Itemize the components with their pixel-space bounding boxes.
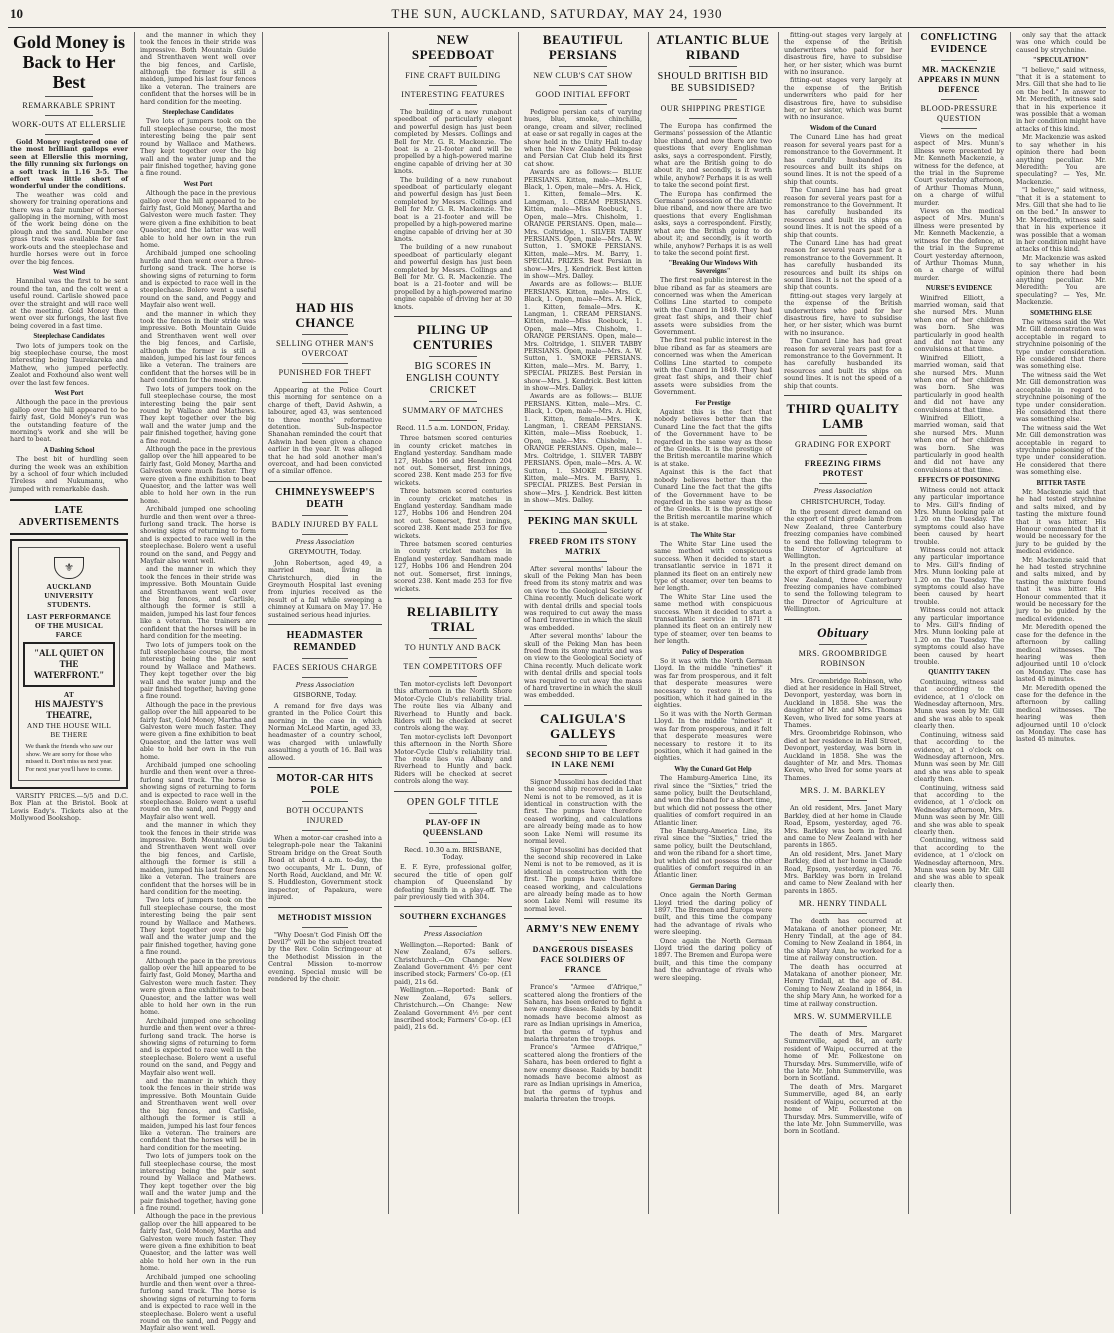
masthead [0, 0, 1114, 28]
article-paragraph: The weather was cold and showery for training operations and there was a fair number of horses galloping in the morning, with most of the work being done on the plough and the sand. Number one grass track was available for fast work-outs and the steeplechase and hurdle horses were out in force over the big fences. [10, 190, 128, 266]
article-paragraph: "I believe," said witness, "that it is a statement to Mrs. Gill that she had to lie on the bed." In answer to Mr. Meredith, witness said that in his experience it was possible that a woman in her condition might have attacks of this kind. [1016, 65, 1106, 133]
article-paragraph: Although the pace in the previous gallop over the hill appeared to be fairly fast, Gold Money, Martha and Galveston were much faster. They were given a fine exhibition to beat Quaestor, and the latter was well able to hold her own in the run home. [140, 189, 256, 249]
article-paragraph: fitting-out stages very largely at the expense of the British underwriters who paid for her disastrous fire, have to subsidise her, or her sister, which was burnt with no insurance. [784, 291, 902, 337]
article-paragraph: Although the pace in the previous gallop over the hill appeared to be fairly fast, Gold Money's run was the outstanding feature of the morning's work and she will be hard to beat. [10, 398, 128, 444]
subhead: Steeplechase Candidates [162, 109, 234, 117]
headline-caligulas-galleys: CALIGULA'S GALLEYS [540, 710, 626, 741]
ad-prices: VARSITY PRICES.—5/5 and D.C. Box Plan at the Bristol. Book at Lewis Eady's. Tickets also at the Mollywood Bookshop. [10, 791, 128, 823]
headline-open-golf-title: OPEN GOLF TITLE [406, 796, 500, 808]
article-paragraph: Witness could not attack any particular importance to Mrs. Gill's finding of Mrs. Munn looking pale at 1.20 on the Tuesday. The symptoms could also have been caused by heart trouble. [914, 485, 1004, 546]
article-paragraph: and the manner in which they took the fences in their stride was impressive. Both Mountain Guide and Strenthaven went well over the big fences, and Carlisle, although the former is still a maiden, jumped his last four fences like a veteran. The trainers are confident that the horses will be in hard condition for the meeting. [140, 565, 256, 641]
newspaper-title-line: THE SUN, AUCKLAND, SATURDAY, MAY 24, 1930 [391, 6, 723, 21]
deck: SUMMARY OF MATCHES [402, 405, 504, 415]
deck: FINE CRAFT BUILDING [405, 71, 501, 80]
article-paragraph: Although the pace in the previous gallop over the hill appeared to be fairly fast, Gold Money, Martha and Galveston were much faster. They were given a fine exhibition to beat Quaestor, and the latter was well able to hold her own in the run home. [140, 956, 256, 1017]
article-paragraph: Views on the medical aspect of Mrs. Munn's illness were presented by Mr. Kenneth Mackenzie, a witness for the defence, at the trial in the Supreme Court yesterday afternoon, of Arthur Thomas Munn, on a charge of wilful murder. [914, 132, 1004, 207]
article-paragraph: A remand for five days was granted in the Police Court this morning in the case in which Norman McLeod Martin, aged 33, headmaster of a country school, was charged with unlawfully assaulting a youth of 16. Bail was allowed. [268, 701, 382, 762]
article-paragraph: Winifred Elliott, a married woman, said that she nursed Mrs. Munn when one of her children was born. She was particularly in good health and did not have any convulsions at that time. [914, 293, 1004, 354]
headline-new-speedboat: NEW SPEEDBOAT [411, 32, 495, 62]
article-paragraph: Pedigree persian cats of varying hues, blue, smoke, chinchilla, orange, cream and silver, reclined at ease or sat regally in cages at the show held in the Unity Hall to-day when the New Zealand Pekingese and Persian Cat Club held its first cat show. [524, 108, 642, 168]
article-paragraph: Once again the North German Lloyd tried the daring policy of 1897. The Bremen and Europa were built, and this time the company had the advantage of rivals who were sleeping. [654, 891, 772, 937]
deck: SELLING OTHER MAN'S OVERCOAT [275, 339, 375, 358]
article-paragraph: The witness said the Wet Mr. Gill demonstration was acceptable in regard to strychnine poisoning of the type under consideration. He considered that there was something else. [1016, 318, 1106, 371]
subhead: SOMETHING ELSE [1030, 309, 1092, 317]
agency-credit: Press Association [295, 680, 355, 689]
article-paragraph: Mr. Mackenzie was asked to say whether in his opinion there had been anything peculiar. Mr. Meredith: You are speculating? — Yes, Mr. Mackenzie. [1016, 253, 1106, 307]
article-paragraph: France's "Armee d'Afrique," scattered along the frontiers of the Sahara, has been ordered to fight a new enemy disease. Raids by bandit nomads have become almost as rare as Indian uprisings in America, but the germs of typhus and malaria threaten the troops. [524, 983, 642, 1043]
article-paragraph: After several months' labour the skull of the Peking Man has been freed from its stony matrix and was on view to the Geological Society of China recently. Much delicate work with dental drills and special tools was required to cut away the mass of hard travertine in which the skull was embedded. [524, 632, 642, 700]
article-paragraph: "I believe," said witness, "that it is a statement to Mrs. Gill that she had to lie on the bed." In answer to Mr. Meredith, witness said that in his experience it was possible that a woman in her condition might have attacks of this kind. [1016, 186, 1106, 254]
article-paragraph: Two lots of jumpers took on the full steeplechase course, the most interesting being the pair sent round by Wallace and Mathews. They kept together over the big wall and the water jump and the pair finished together, having gone a fine round. [140, 384, 256, 445]
ad-text: AUCKLAND UNIVERSITY [44, 582, 94, 601]
ad-venue: HIS MAJESTY'S THEATRE, [34, 699, 104, 721]
article-paragraph: The Cunard Line has had great reason for several years past for a remonstrance to the Government. It has carefully husbanded its resources and built its ships on sound lines. It is not the speed of a ship that counts. [784, 186, 902, 239]
late-advertisements-banner [10, 499, 128, 535]
article-paragraph: An old resident, Mrs. Janet Mary Barkley, died at her home in Claude Road, Epsom, yesterday, aged 76. Mrs. Barkley was born in Ireland and came to New Zealand with her parents in 1865. [784, 804, 902, 850]
obituary-name: MRS. W. SUMMERVILLE [793, 1012, 893, 1022]
deck: SECOND SHIP TO BE LEFT IN LAKE NEMI [526, 749, 640, 769]
headline-third-quality-lamb: THIRD QUALITY LAMB [786, 401, 900, 432]
article-paragraph: Continuing, witness said that according to the evidence, at 1 o'clock on Wednesday afternoon, Mrs. Munn was seen by Mr. Gill and she was able to speak clearly then. [914, 836, 1004, 889]
article-paragraph: Appearing at the Police Court this morning for sentence on a charge of theft, David Ashwin, a labourer, aged 43, was sentenced to three months' reformative detention. Sub-Inspector Shanahan reminded the court that Ashwin had been given a chance earlier in the year. It was alleged that he had sold another man's overcoat, and had been convicted of a similar offence. [268, 386, 382, 476]
ad-text: LAST PERFORMANCE [26, 612, 112, 622]
article-paragraph: and the manner in which they took the fences in their stride was impressive. Both Mountain Guide and Strenthaven went well over the big fences, and Carlisle, although the former is still a maiden, jumped his last four fences like a veteran. The trainers are confident that the horses will be in hard condition for the meeting. [140, 31, 256, 106]
article-paragraph: The death of Mrs. Margaret Summerville, aged 84, an early resident of Waipu, occurred at the home of Mr. Folkestone on Thursday. Mrs. Summerville, wife of the late Mr. John Summerville, was born in Scotland. [784, 1030, 902, 1083]
headline-piling-up-centuries: PILING UP CENTURIES [412, 321, 494, 352]
headline-headmaster-remanded: HEADMASTER REMANDED [286, 629, 364, 653]
headline-gold-money: Gold Money is Back to Her Best [12, 32, 125, 92]
article-paragraph: Ten motor-cyclists left Devonport this afternoon in the North Shore Motor-Cycle Club's reliability trial. The route lies via Albany and Riverhead to Huntly and back. Riders will be checked at secret controls along the way. [394, 679, 512, 733]
deck: PUNISHED FOR THEFT [278, 368, 372, 377]
obituary-name: MR. HENRY TINDALL [798, 899, 888, 909]
dateline: GREYMOUTH, Today. [288, 548, 362, 557]
awards-list: Awards are as follows:— BLUE PERSIANS. Kitten, male—Mrs. C. Black, 1. Open, male—Mrs. A. Hick, 1. Kitten, female—Mrs. K. Langman, 1. CREAM PERSIANS. Kitten, male—Miss Roebuck, 1. Open, male—Mrs. Chisholm, 1. ORANGE PERSIANS. Open, male—Mrs. Coltridge, 1. SILVER TABBY PERSIANS. Open, male—Mrs. A. W. Sutton, 1. SMOKE PERSIANS. Kitten, male—Mrs. M. Barry, 1. SPECIAL PRIZES. Best Persian in show—Mrs. J. Kendrick. Best kitten in show—Mrs. Dalley. [524, 392, 642, 505]
subhead: German Daring [689, 882, 737, 890]
article-paragraph: The White Star Line used the same method with conspicuous success. When it decided to start a transatlantic service in 1871 it planned its fleet on an entirely new type of steamer, over ten beams to her length. [654, 539, 772, 593]
subhead: NURSE'S EVIDENCE [925, 285, 993, 293]
deck: OUR SHIPPING PRESTIGE [660, 104, 766, 113]
article-paragraph: Wellington.—Reported: Bank of New Zealand, 67s sellers. Christchurch.—On Change: New Zealand Government 4½ per cent inscribed stock; Farmers' Co-op. (£1 paid), 21s 6d. [394, 986, 512, 1032]
article-paragraph: Winifred Elliott, a married woman, said that she nursed Mrs. Munn when one of her children was born. She was particularly in good health and did not have any convulsions at that time. [914, 353, 1004, 414]
article-paragraph: Ten motor-cyclists left Devonport this afternoon in the North Shore Motor-Cycle Club's reliability trial. The route lies via Albany and Riverhead to Huntly and back. Riders will be checked at secret controls along the way. [394, 732, 512, 786]
subhead: West Port [54, 390, 84, 397]
subhead: EFFECTS OF POISONING [917, 477, 1001, 485]
article-paragraph: Although the pace in the previous gallop over the hill appeared to be fairly fast, Gold Money, Martha and Galveston were much faster. They were given a fine exhibition to beat Quaestor, and the latter was well able to hold her own in the run home. [140, 444, 256, 505]
headline-conflicting-evidence: CONFLICTING EVIDENCE [920, 32, 998, 55]
subhead: For Prestige [695, 399, 731, 407]
obituary-title: Obituary [817, 624, 869, 640]
article-paragraph: The Cunard Line has had great reason for several years past for a remonstrance to the Government. It has carefully husbanded its resources and built its ships on sound lines. It is not the speed of a ship that counts. [784, 337, 902, 390]
article-paragraph: Although the pace in the previous gallop over the hill appeared to be fairly fast, Gold Money, Martha and Galveston were much faster. They were given a fine exhibition to beat Quaestor, and the latter was well able to hold her own in the run home. [140, 1212, 256, 1273]
article-paragraph: The first real public interest in the blue riband as far as steamers are concerned was when the American Collins Line started to compete with the Cunard in 1849. They had great fast ships, and their chief assets were subsidies from the Government. [654, 336, 772, 397]
article-paragraph: fitting-out stages very largely at the expense of the British underwriters who paid for her disastrous fire, have to subsidise her, or her sister, which was burnt with no insurance. [784, 31, 902, 77]
article-paragraph: Archibald jumped one schooling hurdle and then went over a three-furlong sand track. The horse is showing signs of returning to form and is expected to race well in the steeplechase. Bolero went a useful round on the sand, and Peggy and Mayfair also went well. [140, 1272, 256, 1333]
article-paragraph: Signor Mussolini has decided that the second ship recovered in Lake Nemi is not to be removed, as it is identical in construction with the first. The pumps have therefore ceased working, and calculations are already being made as to how soon Lake Nemi will resume its normal level. [524, 845, 642, 913]
article-paragraph: The death has occurred at Matakana of another pioneer, Mr. Henry Tindall, at the age of 84. Coming to New Zealand in 1864, in the ship Mary Ann, he worked for a time at railway construction. [784, 962, 902, 1008]
article-paragraph: The witness said the Wet Mr. Gill demonstration was acceptable in regard to strychnine poisoning of the type under consideration. He considered that there was something else. [1016, 370, 1106, 424]
subhead: A Dashing School [43, 446, 95, 454]
article-paragraph: "Why Doesn't God Finish Off the Devil?" will be the subject treated by the Rev. Colin Scrimgeour at the Methodist Mission in the Central Mission to-morrow evening. Special music will be rendered by the choir. [268, 930, 382, 984]
article-paragraph: France's "Armee d'Afrique," scattered along the frontiers of the Sahara, has been ordered to fight a new enemy disease. Raids by bandit nomads have become almost as rare as Indian uprisings in America, but the germs of typhus and malaria threaten the troops. [524, 1043, 642, 1104]
article-paragraph: An old resident, Mrs. Janet Mary Barkley, died at her home in Claude Road, Epsom, yesterday, aged 76. Mrs. Barkley was born in Ireland and came to New Zealand with her parents in 1865. [784, 849, 902, 895]
deck: FACES SERIOUS CHARGE [272, 662, 378, 672]
article-paragraph: The building of a new runabout speedboat of particularly elegant and powerful design has just been completed by Messrs. Collings and Bell for Mr. G. R. Mackenzie. The boat is a 21-footer and will be propelled by a high-powered marine engine capable of driving her at 30 knots. [394, 108, 512, 176]
article-paragraph: Continuing, witness said that according to the evidence, at 1 o'clock on Wednesday afternoon, Mrs. Munn was seen by Mr. Gill and she was able to speak clearly then. [914, 783, 1004, 836]
article-paragraph: Mr. Meredith opened the case for the defence in the afternoon by calling medical witnesses. The hearing was then adjourned until 10 o'clock on Monday. The case has lasted 45 minutes. [1016, 623, 1106, 684]
article-paragraph: Against this is the fact that nobody believes better than the Cunard Line the fact that the gifts of the Government have to be regarded in the same way as those of the Greeks. It is the prestige of the British mercantile marine which is at stake. [654, 468, 772, 529]
article-paragraph: The building of a new runabout speedboat of particularly elegant and powerful design has just been completed by Messrs. Collings and Bell for Mr. G. R. Mackenzie. The boat is a 21-footer and will be propelled by a high-powered marine engine capable of driving her at 30 knots. [394, 243, 512, 311]
article-paragraph: In the present direct demand on the export of third grade lamb from New Zealand, three Canterbury freezing companies have combined to send the following telegram to the Director of Agriculture at Wellington. [784, 560, 902, 614]
headline-beautiful-persians: BEAUTIFUL PERSIANS [542, 32, 624, 62]
obituary-name: MRS. GROOMBRIDGE ROBINSON [798, 648, 888, 668]
deck: BIG SCORES IN ENGLISH COUNTY CRICKET [406, 360, 500, 396]
dateline: Recd. 11.5 a.m. LONDON, Friday. [396, 423, 510, 432]
article-paragraph: The Europa has confirmed the Germans' possession of the Atlantic blue riband, and now there are two questions that every Englishman asks, says a correspondent. Firstly, what are the British going to do about it; and secondly, is it worth while, anyhow? Perhaps it is as well to take the second point first. [654, 122, 772, 190]
headline-motor-car-hits-pole: MOTOR-CAR HITS POLE [276, 773, 374, 796]
article-paragraph: Winifred Elliott, a married woman, said that she nursed Mrs. Munn when one of her children was born. She was particularly in good health and did not have any convulsions at that time. [914, 414, 1004, 474]
article-paragraph: The Hamburg-America Line, its rival since the "Sixties," tried the same policy, built the Deutschland, and won the riband for a short time, but which did not possess the other qualities of comfort required in an Atlantic liner. [654, 774, 772, 827]
article-paragraph: Three batsmen scored centuries in county cricket matches in England yesterday. Sandham made 127, Hobbs 106 and Hendren 204 not out. Somerset, first innings, scored 238. Kent made 253 for five wickets. [394, 434, 512, 487]
dateline: CHRISTCHURCH, Today. [800, 497, 886, 506]
article-paragraph: Three batsmen scored centuries in county cricket matches in England yesterday. Sandham made 127, Hobbs 106 and Hendren 204 not out. Somerset, first innings, scored 238. Kent made 253 for five wickets. [394, 540, 512, 593]
university-farce-advertisement [10, 539, 128, 789]
column-9 [1012, 32, 1110, 1214]
article-paragraph: Continuing, witness said that according to the evidence, at 1 o'clock on Wednesday afternoon, Mrs. Munn was seen by Mr. Gill and she was able to speak clearly then. [914, 730, 1004, 784]
article-paragraph: The Europa has confirmed the Germans' possession of the Atlantic blue riband, and now there are two questions that every Englishman asks, says a correspondent. Firstly, what are the British going to do about it; and secondly, is it worth while, anyhow? Perhaps it is as well to take the second point first. [654, 189, 772, 257]
headline-methodist-mission: METHODIST MISSION [277, 912, 373, 922]
deck: TEN COMPETITORS OFF [403, 661, 503, 671]
show-title-box [23, 642, 115, 687]
deck: FREEZING FIRMS PROTEST [804, 459, 882, 479]
column-2 [136, 31, 260, 1333]
article-paragraph: Wellington.—Reported: Bank of New Zealand, 67s sellers. Christchurch.—On Change: New Zealand Government 4½ per cent inscribed stock; Farmers' Co-op. (£1 paid), 21s 6d. [394, 940, 512, 986]
article-paragraph: The death has occurred at Matakana of another pioneer, Mr. Henry Tindall, at the age of 84. Coming to New Zealand in 1864, in the ship Mary Ann, he worked for a time at railway construction. [784, 917, 902, 963]
article-paragraph: Mrs. Groombridge Robinson, who died at her residence in Hall Street, Devonport, yesterday, was born in Auckland in 1858. She was the daughter of Mr. and Mrs. Thomas Keven, who lived for some years at Thames. [784, 676, 902, 730]
article-paragraph: The witness said the Wet Mr. Gill demonstration was acceptable in regard to strychnine poisoning of the type under consideration. He considered that there was something else. [1016, 423, 1106, 477]
article-paragraph: Two lots of jumpers took on the full steeplechase course, the most interesting being the pair sent round by Wallace and Mathews. They kept together over the big wall and the water jump and the pair finished together, having gone a fine round. [140, 640, 256, 701]
article-paragraph: When a motor-car crashed into a telegraph-pole near the Takanini Stream bridge on the Great South Road at about 4 a.m. to-day, the two occupants, Mr L. Dunn, of North Road, Auckland, and Mr. W. S. Huddleston, Government stock inspector, of Papakura, were injured. [268, 834, 382, 902]
article-paragraph: Mrs. Groombridge Robinson, who died at her residence in Hall Street, Devonport, yesterday, was born in Auckland in 1858. She was the daughter of Mr. and Mrs. Thomas Keven, who lived for some years at Thames. [784, 729, 902, 782]
article-paragraph: Mr. Mackenzie said that he had tested strychnine and salts mixed, and by tasting the mixture found that it was bitter. His Honour commented that it would be necessary for the jury to be guided by the medical evidence. [1016, 487, 1106, 556]
article-paragraph: Hannibal was the first to be sent round the tan, and the colt went a useful round. Carlisle showed pace over the straight and will race well at the meeting. Gold Money then went over six furlongs, the last five being covered in a fast time. [10, 277, 128, 330]
article-paragraph: The Cunard Line has had great reason for several years past for a remonstrance to the Government. It has carefully husbanded its resources and built its ships on sound lines. It is not the speed of a ship that counts. [784, 133, 902, 186]
column-8 [910, 32, 1008, 1214]
article-paragraph: Views on the medical aspect of Mrs. Munn's illness were presented by Mr. Kenneth Mackenzie, a witness for the defence, at the trial in the Supreme Court yesterday afternoon, of Arthur Thomas Munn, on a charge of wilful murder. [914, 207, 1004, 282]
article-paragraph: In the present direct demand on the export of third grade lamb from New Zealand, three Canterbury freezing companies have combined to send the following telegram to the Director of Agriculture at Wellington. [784, 507, 902, 561]
article-paragraph: So it was with the North German Lloyd. In the middle "nineties" it was far from prosperous, and it felt that desperate measures were necessary to restore it to its position, which it had gained in the eighties. [654, 657, 772, 710]
agency-credit: Press Association [295, 537, 355, 546]
article-paragraph: Mr. Mackenzie was asked to say whether in his opinion there had been anything peculiar. Mr. Meredith: You are speculating? — Yes, Mr. Mackenzie. [1016, 133, 1106, 186]
article-paragraph: Archibald jumped one schooling hurdle and then went over a three-furlong sand track. The horse is showing signs of returning to form and is expected to race well in the steeplechase. Bolero went a useful round on the sand, and Peggy and Mayfair also went well. [140, 1016, 256, 1077]
dateline: Recd. 10.30 a.m. BRISBANE, Today. [404, 845, 502, 861]
dateline: GISBORNE, Today. [293, 691, 357, 700]
article-paragraph: Once again the North German Lloyd tried the daring policy of 1897. The Bremen and Europa were built, and this time the company had the advantage of rivals who were sleeping. [654, 936, 772, 982]
headline-atlantic-blue-riband: ATLANTIC BLUE RIBAND [656, 32, 770, 62]
ad-text: We thank the friends who saw our show. We are sorry for those who missed it. Don't miss us next year. For next year you'll have to come. [25, 743, 113, 773]
obituary-name: MRS. J. M. BARKLEY [800, 786, 886, 796]
deck: TO HUNTLY AND BACK [404, 642, 502, 652]
deck-remarkable-sprint: REMARKABLE SPRINT [22, 101, 116, 110]
subhead: BITTER TASTE [1036, 479, 1086, 487]
article-paragraph: and the manner in which they took the fences in their stride was impressive. Both Mountain Guide and Strenthaven went well over the big fences, and Carlisle, although the former is still a maiden, jumped his last four fences like a veteran. The trainers are confident that the horses will be in hard condition for the meeting. [140, 1077, 256, 1152]
article-paragraph: and the manner in which they took the fences in their stride was impressive. Both Mountain Guide and Strenthaven went well over the big fences, and Carlisle, although the former is still a maiden, jumped his last four fences like a veteran. The trainers are confident that the horses will be in hard condition for the meeting. [140, 821, 256, 896]
column-6 [650, 32, 776, 1214]
deck: GRADING FOR EXPORT [794, 440, 892, 450]
article-paragraph: The death of Mrs. Margaret Summerville, aged 84, an early resident of Waipu, occurred at the home of Mr. Folkestone on Thursday. Mrs. Summerville, wife of the late Mr. John Summerville, was born in Scotland. [784, 1082, 902, 1136]
article-paragraph: The building of a new runabout speedboat of particularly elegant and powerful design has just been completed by Messrs. Collings and Bell for Mr. G. R. Mackenzie. The boat is a 21-footer and will be propelled by a high-powered marine engine capable of driving her at 30 knots. [394, 175, 512, 243]
subhead: Wisdom of the Cunard [809, 124, 877, 132]
article-paragraph: fitting-out stages very largely at the expense of the British underwriters who paid for her disastrous fire, have to subsidise her, or her sister, which was burnt with no insurance. [784, 76, 902, 122]
deck: BADLY INJURED BY FALL [271, 519, 379, 529]
headline-had-his-chance: HAD HIS CHANCE [295, 300, 355, 330]
show-title: "ALL QUIET ON THE WATERFRONT." [33, 648, 105, 681]
headline-reliability-trial: RELIABILITY TRIAL [406, 603, 500, 634]
article-paragraph: Three batsmen scored centuries in county cricket matches in England yesterday. Sandham made 127, Hobbs 106 and Hendren 204 not out. Somerset, first innings, scored 238. Kent made 253 for five wickets. [394, 487, 512, 540]
article-paragraph: Archibald jumped one schooling hurdle and then went over a three-furlong sand track. The horse is showing signs of returning to form and is expected to race well in the steeplechase. Bolero went a useful round on the sand, and Peggy and Mayfair also went well. [140, 761, 256, 821]
article-paragraph: The best bit of hurdling seen during the week was an exhibition by a school of four which included Tireless and Nukumanu, who jumped with remarkable dash. [10, 455, 128, 493]
deck: DANGEROUS DISEASES FACE SOLDIERS OF FRANCE [532, 945, 634, 975]
article-lead: Gold Money registered one of the most brilliant gallops ever seen at Ellerslie this morning, the filly running six furlongs on a soft track in 1.16 3-5. The effort was little short of wonderful under the conditions. [10, 138, 128, 191]
university-crest-icon: ⚜ [54, 557, 84, 579]
article-paragraph: The Hamburg-America Line, its rival since the "Sixties," tried the same policy, built the Deutschland, and won the riband for a short time, but which did not possess the other qualities of comfort required in an Atlantic liner. [654, 826, 772, 880]
article-paragraph: Two lots of jumpers took on the big steeplechase course, the most interesting being Taurekareka and Mathew, who jumped perfectly. Zealot and Foxhound also went well over the last few fences. [10, 341, 128, 387]
masthead-rule [8, 27, 1106, 28]
subhead: West Wind [52, 268, 86, 276]
deck: BOTH OCCUPANTS INJURED [286, 806, 364, 825]
article-paragraph: The first real public interest in the blue riband as far as steamers are concerned was when the American Collins Line started to compete with the Cunard in 1849. They had great fast ships, and their chief assets were subsidies from the Government. [654, 276, 772, 336]
page-number: 10 [10, 6, 23, 21]
article-paragraph: Continuing, witness said that according to the evidence, at 1 o'clock on Wednesday afternoon, Mrs. Munn was seen by Mr. Gill and she was able to speak clearly then. [914, 677, 1004, 731]
column-1 [6, 32, 132, 1214]
column-3 [264, 300, 386, 1214]
article-paragraph: The Cunard Line has had great reason for several years past for a remonstrance to the Government. It has carefully husbanded its resources and built its ships on sound lines. It is not the speed of a ship that counts. [784, 238, 902, 292]
deck: GOOD INITIAL EFFORT [535, 90, 631, 99]
article-paragraph: So it was with the North German Lloyd. In the middle "nineties" it was far from prosperous, and it felt that desperate measures were necessary to restore it to its position, which it had gained in the eighties. [654, 709, 772, 763]
deck: BLOOD-PRESSURE QUESTION [920, 104, 998, 123]
ad-text: STUDENTS. [47, 600, 91, 610]
ad-text: AND THE HOUSE WILL BE THERE [26, 721, 112, 740]
article-paragraph: Two lots of jumpers took on the full steeplechase course, the most interesting being the pair sent round by Wallace and Mathews. They kept together over the big wall and the water jump and the pair finished together, having gone a fine round. [140, 117, 256, 178]
article-paragraph: The White Star Line used the same method with conspicuous success. When it decided to start a transatlantic service in 1871 it planned its fleet on an entirely new type of steamer, over ten beams to her length. [654, 592, 772, 646]
headline-chimneysweeps-death: CHIMNEYSWEEP'S DEATH [275, 486, 375, 510]
article-paragraph: Two lots of jumpers took on the full steeplechase course, the most interesting being the pair sent round by Wallace and Mathews. They kept together over the big wall and the water jump and the pair finished together, having gone a fine round. [140, 896, 256, 957]
subhead: West Port [183, 180, 213, 188]
deck: MR. MACKENZIE APPEARS IN MUNN DEFENCE [917, 65, 1001, 94]
deck: SHOULD BRITISH BID BE SUBSIDISED? [657, 71, 769, 94]
article-paragraph: Against this is the fact that nobody believes better than the Cunard Line the fact that the gifts of the Government have to be regarded in the same way as those of the Greeks. It is the prestige of the British mercantile marine which is at stake. [654, 408, 772, 468]
article-paragraph: Archibald jumped one schooling hurdle and then went over a three-furlong sand track. The horse is showing signs of returning to form and is expected to race well in the steeplechase. Bolero went a useful round on the sand, and Peggy and Mayfair also went well. [140, 249, 256, 310]
article-paragraph: Mr. Meredith opened the case for the defence in the afternoon by calling medical witnesses. The hearing was then adjourned until 10 o'clock on Monday. The case has lasted 45 minutes. [1016, 683, 1106, 744]
article-paragraph: and the manner in which they took the fences in their stride was impressive. Both Mountain Guide and Strenthaven went well over the big fences, and Carlisle, although the former is still a maiden, jumped his last four fences like a veteran. The trainers are confident that the horses will be in hard condition for the meeting. [140, 309, 256, 385]
article-paragraph: Although the pace in the previous gallop over the hill appeared to be fairly fast, Gold Money, Martha and Galveston were much faster. They were given a fine exhibition to beat Quaestor, and the latter was well able to hold her own in the run home. [140, 700, 256, 761]
headline-armys-new-enemy: ARMY'S NEW ENEMY [526, 924, 640, 936]
subhead: Policy of Desperation [682, 648, 744, 656]
subhead: QUANTITY TAKEN [928, 669, 990, 677]
deck: NEW CLUB'S CAT SHOW [533, 71, 633, 80]
article-paragraph: After several months' labour the skull of the Peking Man has been freed from its stony matrix and was on view to the Geological Society of China recently. Much delicate work with dental drills and special tools was required to cut away the mass of hard travertine in which the skull was embedded. [524, 564, 642, 632]
deck: PLAY-OFF IN QUEENSLAND [422, 817, 484, 837]
article-paragraph: Witness could not attack any particular importance to Mrs. Gill's finding of Mrs. Munn looking pale at 1.20 on the Tuesday. The symptoms could also have been caused by heart trouble. [914, 606, 1004, 667]
article-paragraph: Archibald jumped one schooling hurdle and then went over a three-furlong sand track. The horse is showing signs of returning to form and is expected to race well in the steeplechase. Bolero went a useful round on the sand, and Peggy and Mayfair also went well. [140, 505, 256, 566]
subhead: "Breaking Our Windows With Sovereigns" [668, 260, 758, 275]
ad-text: OF THE MUSICAL FARCE [34, 621, 104, 640]
article-paragraph: Mr. Mackenzie said that he had tested strychnine and salts mixed, and by tasting the mixture found that it was bitter. His Honour commented that it would be necessary for the jury to be guided by the medical evidence. [1016, 555, 1106, 623]
subhead: "SPECULATION" [1032, 57, 1090, 65]
article-paragraph: Witness could not attack any particular importance to Mrs. Gill's finding of Mrs. Munn looking pale at 1.20 on the Tuesday. The symptoms could also have been caused by heart trouble. [914, 545, 1004, 606]
headline-southern-exchanges: SOUTHERN EXCHANGES [399, 912, 507, 922]
subhead: The White Star [690, 531, 736, 539]
article-paragraph: Two lots of jumpers took on the full steeplechase course, the most interesting being the pair sent round by Wallace and Mathews. They kept together over the big wall and the water jump and the pair finished together, having gone a fine round. [140, 1152, 256, 1212]
ad-text: AT [63, 690, 75, 700]
column-5 [520, 32, 646, 1214]
deck: INTERESTING FEATURES [401, 90, 505, 99]
article-paragraph: Signor Mussolini has decided that the second ship recovered in Lake Nemi is not to be removed, as it is identical in construction with the first. The pumps have therefore ceased working, and calculations are already being made as to how soon Lake Nemi will resume its normal level. [524, 777, 642, 846]
agency-credit: Press Association [813, 487, 873, 496]
subhead: Why the Cunard Got Help [674, 765, 752, 773]
agency-credit: Press Association [423, 930, 483, 939]
subhead: Steeplechase Candidates [33, 333, 105, 341]
article-paragraph: E. F. Eyre, professional golfer, secured the title of open golf champion of Queensland by defeating Smith in a play-off. The pair previously tied with 304. [394, 863, 512, 902]
awards-list: Awards are as follows:— BLUE PERSIANS. Kitten, male—Mrs. C. Black, 1. Open, male—Mrs. A. Hick, 1. Kitten, female—Mrs. K. Langman, 1. CREAM PERSIANS. Kitten, male—Miss Roebuck, 1. Open, male—Mrs. Chisholm, 1. ORANGE PERSIANS. Open, male—Mrs. Coltridge, 1. SILVER TABBY PERSIANS. Open, male—Mrs. A. W. Sutton, 1. SMOKE PERSIANS. Kitten, male—Mrs. M. Barry, 1. SPECIAL PRIZES. Best Persian in show—Mrs. J. Kendrick. Best kitten in show—Mrs. Dalley. [524, 168, 642, 280]
column-4 [390, 32, 516, 1214]
column-7 [780, 32, 906, 1214]
article-paragraph: John Robertson, aged 49, a married man, living in Christchurch, died in the Greymouth Hospital last evening from injuries received as the result of a fall while sweeping a chimney at Kumara on May 17. He sustained serious head injuries. [268, 558, 382, 619]
headline-peking-man-skull: PEKING MAN SKULL [527, 515, 639, 527]
deck: FREED FROM ITS STONY MATRIX [529, 536, 637, 556]
late-advertisements-title: LATE ADVERTISEMENTS [18, 505, 120, 529]
awards-list: Awards are as follows:— BLUE PERSIANS. Kitten, male—Mrs. C. Black, 1. Open, male—Mrs. A. Hick, 1. Kitten, female—Mrs. K. Langman, 1. CREAM PERSIANS. Kitten, male—Miss Roebuck, 1. Open, male—Mrs. Chisholm, 1. ORANGE PERSIANS. Open, male—Mrs. Coltridge, 1. SILVER TABBY PERSIANS. Open, male—Mrs. A. W. Sutton, 1. SMOKE PERSIANS. Kitten, male—Mrs. M. Barry, 1. SPECIAL PRIZES. Best Persian in show—Mrs. J. Kendrick. Best kitten in show—Mrs. Dalley. [524, 280, 642, 393]
deck-workouts-ellerslie: WORK-OUTS AT ELLERSLIE [12, 120, 126, 129]
article-paragraph: only say that the attack was one which could be caused by strychnine. [1016, 31, 1106, 54]
